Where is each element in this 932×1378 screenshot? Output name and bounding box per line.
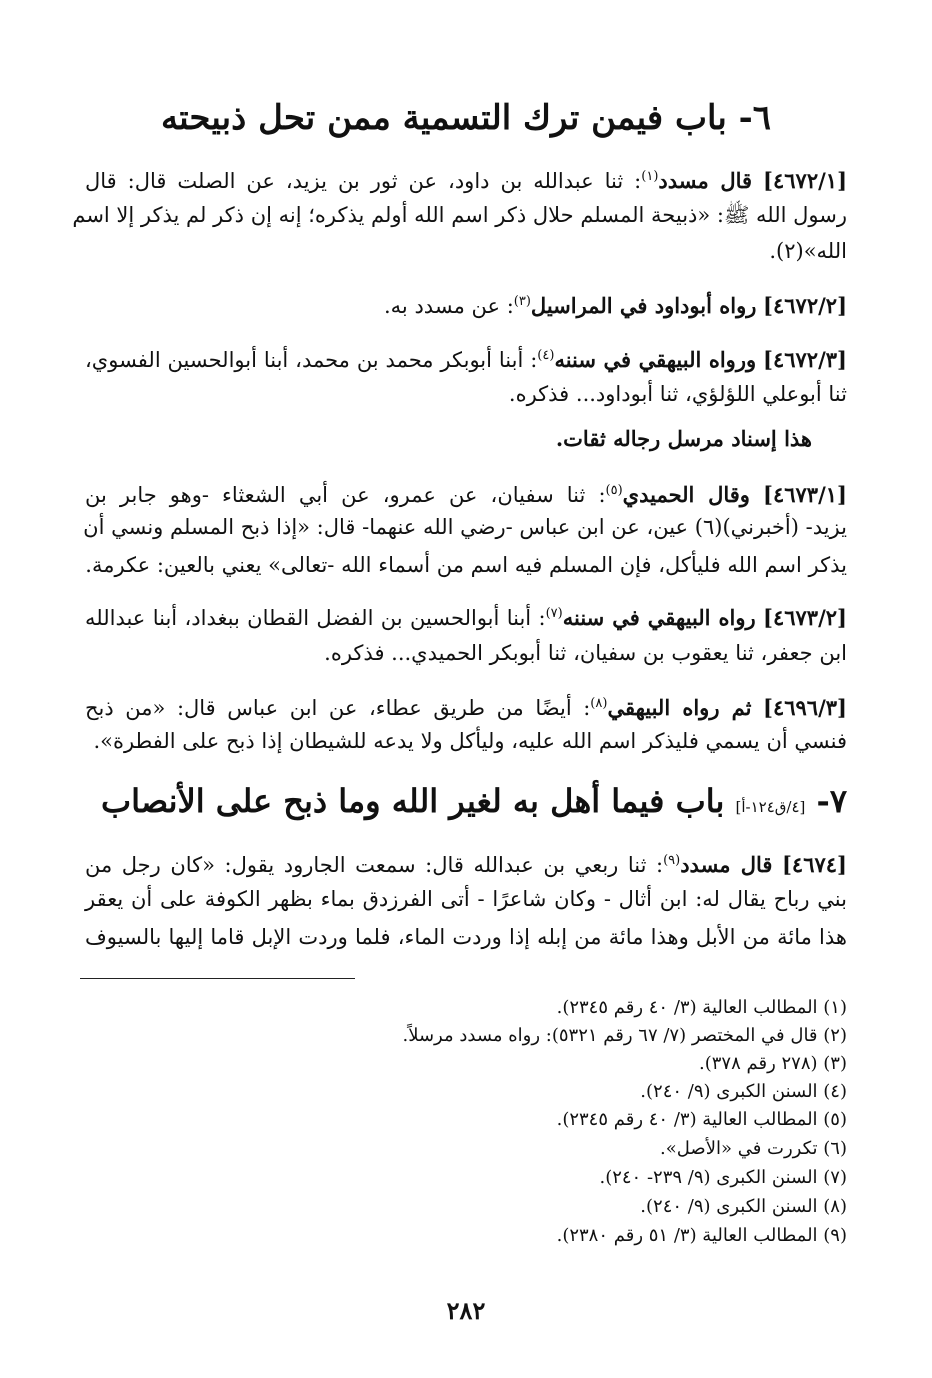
- footnote-ref: (٧): [545, 606, 563, 621]
- entry-head: رواه أبوداود في المراسيل: [530, 293, 757, 318]
- footnote: (٥) المطالب العالية (٣/ ٤٠ رقم ٢٣٤٥).: [556, 1109, 847, 1130]
- chapter-number: ٧-: [816, 782, 847, 820]
- entry-text: أيضًا من طريق عطاء، عن ابن عباس قال: «من ذبح: [85, 696, 572, 720]
- entry-id: [٤٦٧٢/٣]: [763, 347, 847, 372]
- entry-line: يزيد- (أخبرني)(٦) عين، عن ابن عباس -رضي الله عنهما- قال: «إذا ذبح المسلم ونسي أن: [83, 515, 847, 539]
- entry-line: بني رباح يقال له: ابن أثال - وكان شاعرًا - أتى الفرزدق بماء بظهر الكوفة على أن يعقر: [85, 887, 847, 911]
- entry-id: [٤٦٧٣/٢]: [763, 605, 847, 630]
- entry-text: عن مسدد به.: [384, 294, 501, 318]
- entry-id: [٤٦٩٦/٣]: [763, 695, 847, 720]
- entry-text: أبنا أبوبكر محمد بن محمد، أبنا أبوالحسين الفسوي،: [85, 348, 524, 372]
- entry-line: [٤٦٧٢/٣] ورواه البيهقي في سننه$^{(٤)}$: أبنا أبوبكر محمد بن محمد، أبنا أبوالحسين الفسوي،: [85, 347, 847, 372]
- entry-line: [٤٦٩٦/٣] ثم رواه البيهقي$^{(٨)}$: أيضًا من طريق عطاء، عن ابن عباس قال: «من ذبح: [85, 695, 847, 720]
- entry-line: ثنا أبوعلي اللؤلؤي، ثنا أبوداود... فذكره.: [508, 382, 847, 406]
- footnote-divider: [80, 978, 355, 979]
- manuscript-ref: [٤/ق١٢٤-أ]: [735, 798, 806, 816]
- entry-head: ورواه البيهقي في سننه: [554, 347, 757, 372]
- entry-line: الله»(٢).: [769, 239, 847, 263]
- footnote: (٣) (٢٧٨ رقم ٣٧٨).: [699, 1053, 847, 1074]
- entry-line: [٤٦٧٢/١] قال مسدد$^{(١)}$: ثنا عبدالله بن داود، عن ثور بن يزيد، عن الصلت قال: قال: [85, 168, 847, 193]
- entry-line: [٤٦٧٤] قال مسدد$^{(٩)}$: ثنا ربعي بن عبدالله قال: سمعت الجارود يقول: «كان رجل من: [85, 852, 847, 877]
- entry-id: [٤٦٧٢/١]: [763, 168, 847, 193]
- entry-line: [٤٦٧٣/١] وقال الحميدي$^{(٥)}$: ثنا سفيان، عن عمرو، عن أبي الشعثاء -وهو جابر بن: [85, 482, 847, 507]
- entry-id: [٤٦٧٣/١]: [763, 482, 847, 507]
- chapter-7-heading: [85, 782, 847, 820]
- entry-line: ابن جعفر، ثنا يعقوب بن سفيان، ثنا أبوبكر الحميدي... فذكره.: [324, 641, 847, 665]
- entry-text: أبنا أبوالحسين بن الفضل القطان ببغداد، أبنا عبدالله: [85, 606, 532, 630]
- entry-line: رسول الله ﷺ: «ذبيحة المسلم حلال ذكر اسم الله أولم يذكره؛ إنه إن ذكر لم يذكر إلا اسم: [72, 203, 847, 227]
- entry-head: وقال الحميدي: [622, 482, 750, 507]
- footnote-ref: (٣): [513, 294, 531, 309]
- footnote: (٦) تكررت في «الأصل».: [660, 1138, 847, 1159]
- footnote-ref: (٨): [590, 696, 608, 711]
- footnote: (٢) قال في المختصر (٧/ ٦٧ رقم ٥٣٢١): رواه مسدد مرسلاً.: [402, 1025, 847, 1046]
- footnote-ref: (٩): [663, 853, 681, 868]
- chapter-title: باب فيما أهل به لغير الله وما ذبح على الأنصاب: [100, 782, 725, 820]
- entry-text: ثنا عبدالله بن داود، عن ثور بن يزيد، عن الصلت قال: قال: [85, 169, 624, 193]
- footnote-ref: (١): [641, 169, 659, 184]
- footnote: (١) المطالب العالية (٣/ ٤٠ رقم ٢٣٤٥).: [556, 997, 847, 1018]
- entry-line: فنسي أن يسمي فليذكر اسم الله عليه، وليأكل ولا يدعه للشيطان إذا ذبح على الفطرة».: [93, 729, 847, 753]
- footnote: (٩) المطالب العالية (٣/ ٥١ رقم ٢٣٨٠).: [556, 1225, 847, 1246]
- footnote-ref: (٥): [605, 483, 623, 498]
- isnad-note: هذا إسناد مرسل رجاله ثقات.: [555, 426, 812, 451]
- entry-id: [٤٦٧٤]: [781, 852, 847, 877]
- entry-line: [٤٦٧٣/٢] رواه البيهقي في سننه$^{(٧)}$: أبنا أبوالحسين بن الفضل القطان ببغداد، أبنا عبدالله: [85, 605, 847, 630]
- entry-text: ثنا سفيان، عن عمرو، عن أبي الشعثاء -وهو جابر بن: [85, 483, 586, 507]
- entry-line: هذا مائة من الأبل وهذا مائة من إبله إذا وردت الماء، فلما وردت الإبل قاما إليها بالسيوف: [85, 925, 847, 949]
- entry-line: [٤٦٧٢/٢] رواه أبوداود في المراسيل$^{(٣)}$: عن مسدد به.: [384, 293, 847, 318]
- page-number: ٢٨٢: [446, 1296, 486, 1325]
- footnote: (٧) السنن الكبرى (٩/ ٢٣٩- ٢٤٠).: [599, 1167, 847, 1188]
- entry-head: قال مسدد: [680, 852, 773, 877]
- footnote: (٨) السنن الكبرى (٩/ ٢٤٠).: [640, 1196, 847, 1217]
- footnote: (٤) السنن الكبرى (٩/ ٢٤٠).: [640, 1081, 847, 1102]
- entry-line: يذكر اسم الله فليأكل، فإن المسلم فيه اسم من أسماء الله -تعالى» يعني بالعين: عكرمة.: [85, 553, 847, 577]
- footnote-ref: (٤): [537, 348, 555, 363]
- entry-head: رواه البيهقي في سننه: [562, 605, 756, 630]
- entry-head: ثم رواه البيهقي: [607, 695, 752, 720]
- entry-text: ثنا ربعي بن عبدالله قال: سمعت الجارود يقول: «كان رجل من: [85, 853, 647, 877]
- entry-id: [٤٦٧٢/٢]: [763, 293, 847, 318]
- entry-head: قال مسدد: [658, 168, 753, 193]
- chapter-6-heading: ٦- باب فيمن ترك التسمية ممن تحل ذبيحته: [160, 98, 772, 138]
